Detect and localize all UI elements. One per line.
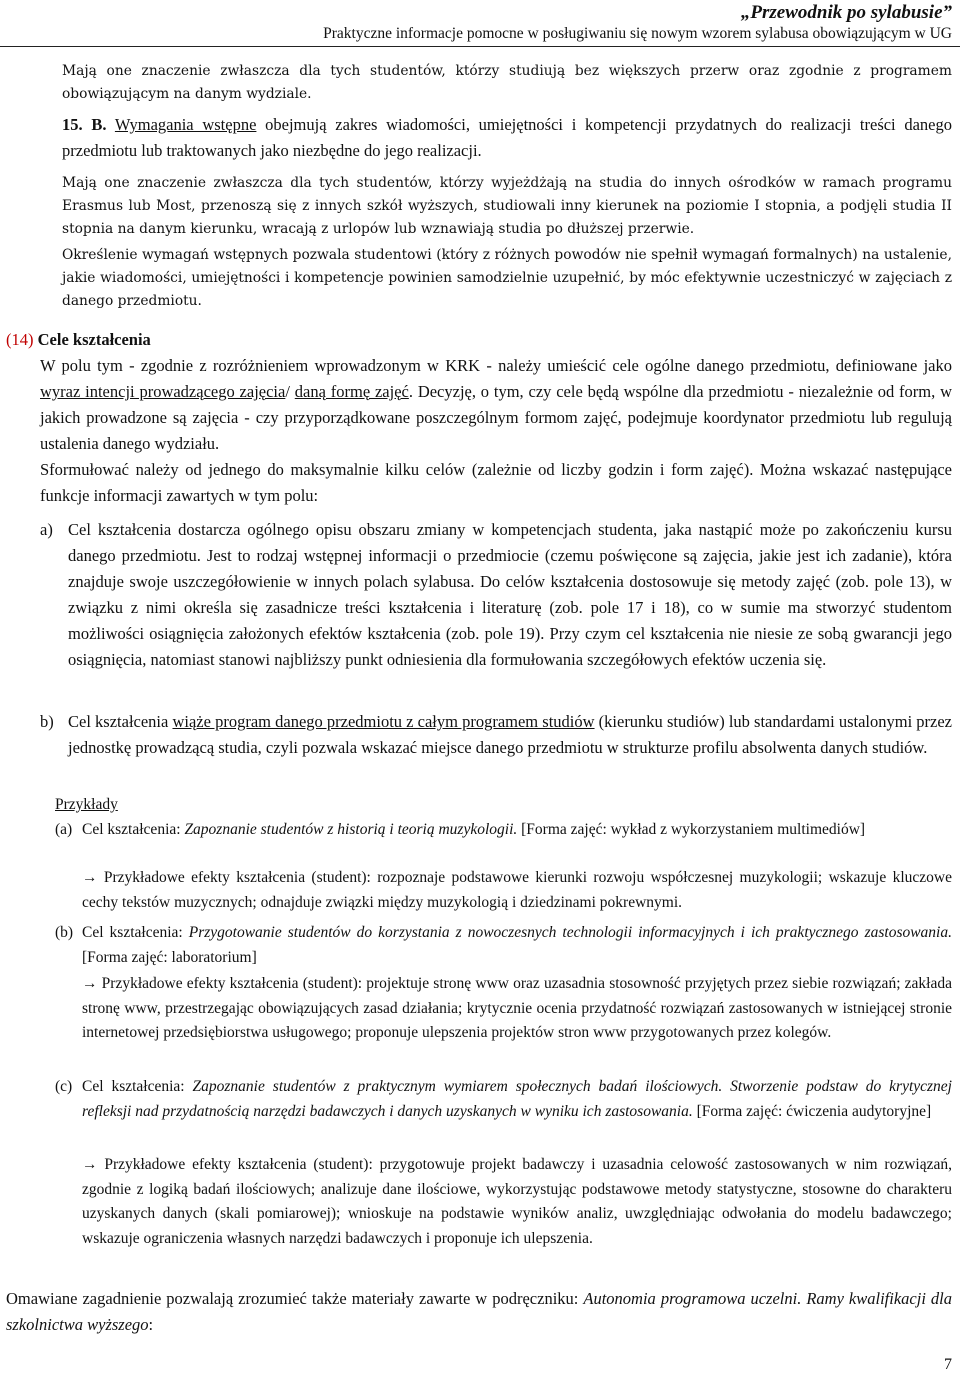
intro-paragraph: Mają one znaczenie zwłaszcza dla tych studentów, którzy studiują bez większych przerw oraz zgodnie z programem obowiązującym na danym wydziale.: [62, 63, 952, 102]
closing-pre: Omawiane zagadnienie pozwalają zrozumieć także materiały zawarte w podręczniku:: [6, 1289, 584, 1308]
section-14-number: (14): [6, 330, 34, 349]
example-c-effects: → Przykładowe efekty kształcenia (student): przygotowuje projekt badawczy i uzasadnia celowość zastosowanych w nim rozwiązań, zgodnie z logiką badań ilościowych; analizuje dane ilościowe, wykorzystując podstawowe metody statystyczne, stosowne do charakteru uzyskanych danych (skali pomiarowej); wnioskuje na podstawie wyników analiz, uwzględniając odwołania do modelu badawczego; wskazuje ograniczenia własnych narzędzi badawczych i proponuje ich ulepszenia.: [82, 1156, 952, 1247]
list-label-a: a): [40, 520, 53, 539]
section-15b-para2: Określenie wymagań wstępnych pozwala studentowi (który z różnych powodów nie spełnił wymagań formalnych) na ustalenie, jakie wiadomości, umiejętności i kompetencje powinien samodzielnie uzupełnić, by móc efektywnie uczestniczyć w zajęciach z danego przedmiotu.: [62, 247, 952, 309]
example-b-prefix: Cel kształcenia:: [82, 924, 189, 941]
example-c-goal: [82, 1075, 952, 1124]
section-14-p1-sep: /: [285, 382, 295, 401]
example-a-form: [Forma zajęć: wykład z wykorzystaniem multimediów]: [517, 821, 866, 838]
example-c-form: [Forma zajęć: ćwiczenia audytoryjne]: [692, 1102, 932, 1120]
list-item-b-pre: Cel kształcenia: [68, 712, 173, 731]
section-14-title: Cele kształcenia: [37, 330, 151, 349]
example-b-goal-text: Przygotowanie studentów do korzystania z nowoczesnych technologii informacyjnych i ich praktycznego zastosowania.: [188, 924, 952, 941]
closing-post: :: [148, 1315, 154, 1334]
list-item-b-underlined: wiąże program danego przedmiotu z całym programem studiów: [172, 712, 595, 731]
page-number: 7: [944, 1356, 952, 1373]
example-a-label: (a): [55, 821, 73, 838]
example-b-effects: → Przykładowe efekty kształcenia (student): projektuje stronę www oraz uzasadnia stosowność przyjętych przez siebie rozwiązań; zakłada stronę www, przestrzegając obowiązujących zasad działania; krytycznie ocenia przydatność rozwiązań zastosowanych w istniejącej stronie internetowej przedsiębiorstwa usługowego; proponuje ulepszenia projektów stron www przygotowanych przez kolegów.: [82, 975, 952, 1042]
section-14-para2: Sformułować należy od jednego do maksymalnie kilku celów (zależnie od liczby godzin i form zajęć). Można wskazać następujące funkcje informacji zawartych w tym polu:: [40, 460, 952, 505]
list-item-a: Cel kształcenia dostarcza ogólnego opisu obszaru zmiany w kompetencjach studenta, jaka nastąpić może po zakończeniu kursu danego przedmiotu. Jest to rodzaj wstępnej informacji o przedmiocie (czemu poświęcone są zajęcia, jakie jest ich zadanie), która znajduje swoje uszczegółowienie w innych polach sylabusa. Do celów kształcenia dostosowuje się metody zajęć (zob. pole 13), w związku z nimi określa się zasadnicze treści kształcenia i literaturę (zob. pole 17 i 18), co w sumie ma stworzyć studentom możliwości osiągnięcia założonych efektów kształcenia (zob. pole 19). Przy czym cel kształcenia nie niesie ze sobą gwarancji jego osiągnięcia, natomiast stanowi najbliższy punkt odniesienia dla formułowania szczegółowych efektów uczenia się.: [68, 520, 952, 669]
header-divider: [0, 46, 960, 47]
section-15b-number: 15. B.: [62, 115, 107, 134]
example-c-prefix: Cel kształcenia:: [82, 1078, 193, 1095]
section-15b-term: Wymagania wstępne: [114, 115, 257, 134]
example-a-goal: [82, 818, 952, 843]
example-c-goal-text: Zapoznanie studentów z praktycznym wymiarem społecznych badań ilościowych. Stworzenie podstaw do krytycznej refleksji nad przydatnością narzędzi badawczych i danych uzyskanych w wyniku ich zastosowania.: [82, 1078, 952, 1120]
section-15b-para1: Mają one znaczenie zwłaszcza dla tych studentów, którzy wyjeżdżają na studia do innych ośrodków w ramach programu Erasmus lub Most, przenoszą się z innych szkół wyższych, studiowali inny kierunek na poziomie I stopnia, a podjęli studia II stopnia na danym kierunku, wracają z urlopów lub wznawiają studia po dłuższej przerwie.: [62, 175, 952, 237]
section-14-p1-a: W polu tym - zgodnie z rozróżnieniem wprowadzonym w KRK - należy umieścić cele ogólne danego przedmiotu, definiowane jako: [40, 356, 952, 375]
example-a-prefix: Cel kształcenia:: [82, 821, 185, 838]
example-c-label: (c): [55, 1078, 73, 1095]
example-b-goal: [82, 921, 952, 970]
examples-heading: Przykłady: [55, 796, 118, 813]
section-14-para1: [40, 353, 952, 457]
section-15b-lead: [62, 112, 952, 164]
closing-paragraph: [6, 1286, 952, 1338]
header-title: „Przewodnik po sylabusie”: [740, 2, 952, 23]
section-15b-rest: obejmują zakres wiadomości, umiejętności i kompetencji przydatnych do realizacji treści danego przedmiotu lub traktowanych jako niezbędne do jego realizacji.: [62, 115, 953, 160]
section-14-p1-b: . Decyzję, o tym, czy cele będą wspólne dla przedmiotu - niezależnie od form, w jakich prowadzone są zajęcia - czy przyporządkowane poszczególnym formom zajęć, podejmuje koordynator przedmiotu lub regulują ustalenia danego wydziału.: [40, 382, 952, 453]
page-header: [323, 2, 952, 44]
example-a-effects: → Przykładowe efekty kształcenia (student): rozpoznaje podstawowe kierunki rozwoju współczesnej muzykologii; wskazuje kluczowe cechy tekstów muzycznych; odnajduje związki między muzykologią i dziedzinami pokrewnymi.: [82, 869, 952, 911]
section-14-p1-u1: wyraz intencji prowadzącego zajęcia: [40, 382, 286, 401]
example-b-label: (b): [55, 924, 74, 941]
list-item-b-post: (kierunku studiów) lub standardami ustalonymi przez jednostkę prowadzącą studia, czyli pozwala wskazać miejsce danego przedmiotu w strukturze profilu absolwenta danych studiów.: [68, 712, 952, 757]
example-a-goal-text: Zapoznanie studentów z historią i teorią muzykologii.: [184, 821, 518, 838]
example-b-form: [Forma zajęć: laboratorium]: [82, 948, 257, 966]
closing-book-title: Autonomia programowa uczelni. Ramy kwalifikacji dla szkolnictwa wyższego: [6, 1289, 953, 1334]
list-item-b: [68, 709, 952, 761]
header-subtitle: Praktyczne informacje pomocne w posługiwaniu się nowym wzorem sylabusa obowiązującym w UG: [323, 25, 952, 42]
section-14-heading: [6, 327, 151, 353]
section-14-p1-u2: daną formę zajęć: [294, 382, 409, 401]
list-label-b: b): [40, 712, 54, 731]
